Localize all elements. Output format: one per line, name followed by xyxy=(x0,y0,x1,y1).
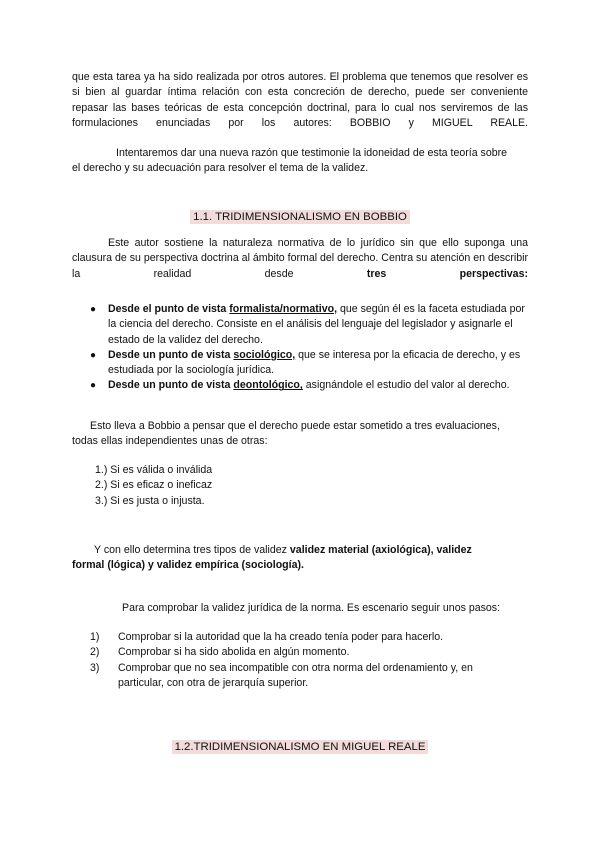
bullet-icon: ● xyxy=(90,380,97,392)
perspective-term: formalista/normativo, xyxy=(229,303,338,315)
validity-types-plain: Y con ello determina tres tipos de validez xyxy=(94,544,290,556)
step-item xyxy=(90,630,480,645)
perspective-lead: Desde el punto de vista xyxy=(108,303,230,315)
evaluation-item: 2.) Si es eficaz o ineficaz xyxy=(95,479,213,492)
validity-types-line-2 xyxy=(72,558,304,573)
perspective-lead: Desde un punto de vista xyxy=(108,348,234,361)
section-heading-bobbio-text: 1.1. TRIDIMENSIONALISMO EN BOBBIO xyxy=(190,210,410,224)
perspective-term: deontológico, xyxy=(233,379,303,392)
step-text: Comprobar si ha sido abolida en algún momento. xyxy=(118,646,350,659)
step-text: Comprobar si la autoridad que la ha creado tenía poder para hacerlo. xyxy=(118,631,444,643)
perspective-desc: que se interesa por la eficacia de derecho, y es estudiada por la sociología jurídica. xyxy=(108,348,521,377)
intro-paragraph: que esta tarea ya ha sido realizada por otros autores. El problema que tenemos que resolver es si bien al guardar íntima relación con esta concreción de derecho, puede ser conveniente repasar las bases teóricas de esta concepción doctrinal, para lo cual nos serviremos de las formulaciones enunciadas por los autores: BOBBIO y MIGUEL REALE. xyxy=(72,71,528,129)
intro-paragraph-2-line-2: el derecho y su adecuación para resolver el tema de la validez. xyxy=(72,162,369,174)
perspective-item xyxy=(72,302,528,348)
bobbio-paragraph-bold: tres perspectivas: xyxy=(366,267,528,280)
validity-types-bold-2: formal (lógica) y validez empírica (sociología). xyxy=(72,559,304,571)
bobbio-paragraph xyxy=(72,236,528,297)
perspective-term: sociológico, xyxy=(233,348,296,361)
intro-paragraph-2-line-1: Intentaremos dar una nueva razón que testimonie la idoneidad de esta teoría sobre xyxy=(116,147,508,159)
evaluation-item: 1.) Si es válida o inválida xyxy=(95,464,213,476)
steps-intro: Para comprobar la validez jurídica de la norma. Es escenario seguir unos pasos: xyxy=(122,602,501,614)
section-heading-bobbio xyxy=(0,210,600,225)
section-heading-reale-text: 1.2.TRIDIMENSIONALISMO EN MIGUEL REALE xyxy=(172,740,429,754)
perspective-lead: Desde un punto de vista xyxy=(108,379,234,392)
step-number: 2) xyxy=(90,646,100,659)
step-item xyxy=(90,661,480,692)
perspective-item xyxy=(72,378,528,393)
evaluations-list xyxy=(95,463,212,509)
evaluations-paragraph-line-2: todas ellas independientes unas de otras: xyxy=(72,435,268,447)
section-heading-reale xyxy=(0,740,600,755)
perspectives-list xyxy=(72,302,528,394)
perspective-item xyxy=(72,348,528,379)
perspective-desc: asignándole el estudio del valor al derecho. xyxy=(302,379,510,392)
step-number: 1) xyxy=(90,631,100,643)
step-text: Comprobar que no sea incompatible con otra norma del ordenamiento y, en particular, con otra de jerarquía superior. xyxy=(118,661,473,689)
step-number: 3) xyxy=(90,661,100,674)
evaluations-paragraph-line-1: Esto lleva a Bobbio a pensar que el derecho puede estar sometido a tres evaluaciones, xyxy=(90,420,500,432)
bullet-icon: ● xyxy=(90,349,97,361)
bullet-icon: ● xyxy=(90,304,97,315)
perspective-desc: que según él es la faceta estudiada por la ciencia del derecho. Consiste en el análisis del lenguaje del legislador y asignarle el estado de la validez del derecho. xyxy=(108,303,525,346)
validity-types-line-1 xyxy=(94,543,472,558)
evaluation-item: 3.) Si es justa o injusta. xyxy=(95,494,205,507)
bobbio-paragraph-text: Este autor sostiene la naturaleza normativa de lo jurídico sin que ello suponga una clausura de su perspectiva doctrina al ámbito formal del derecho. Centra su atención en describir la realidad desde xyxy=(72,237,528,280)
steps-list xyxy=(90,630,480,691)
validity-types-bold-1: validez material (axiológica), validez xyxy=(289,544,472,556)
step-item xyxy=(90,645,480,660)
